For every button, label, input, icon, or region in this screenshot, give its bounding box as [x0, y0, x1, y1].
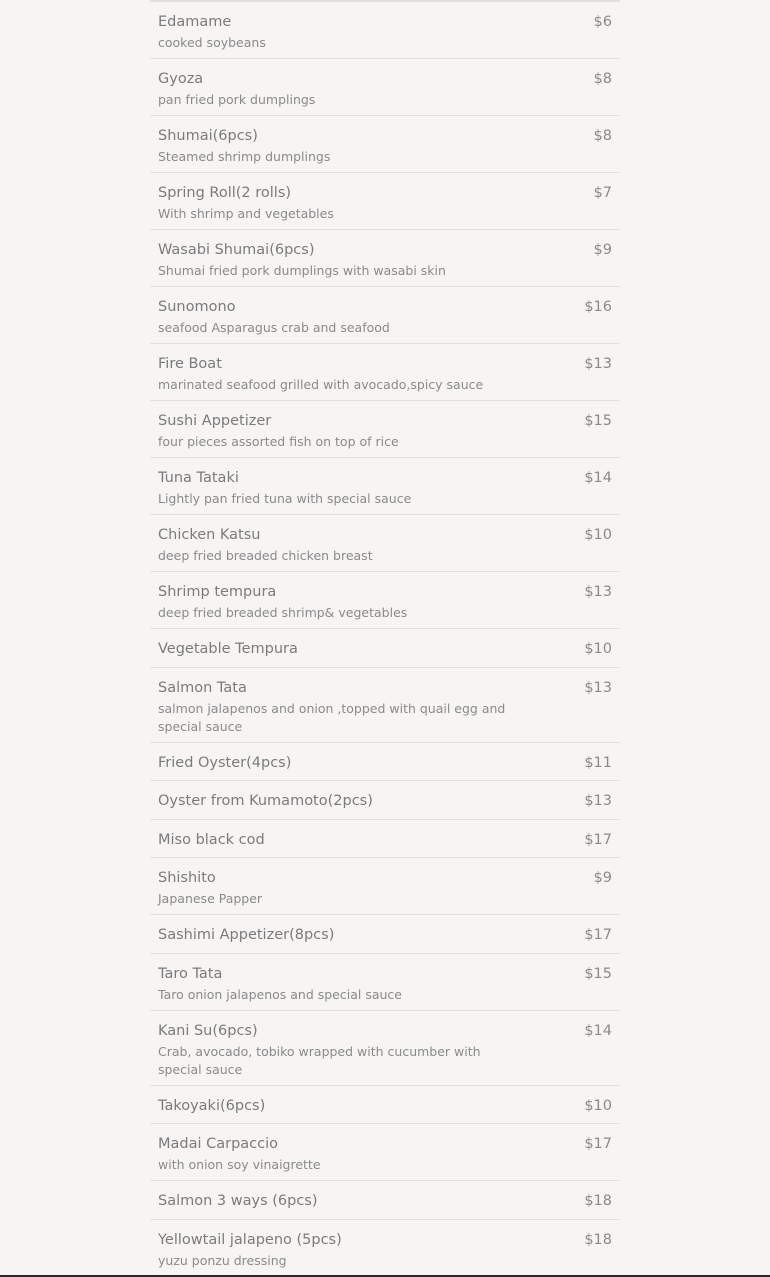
menu-item-price: $18: [584, 1231, 612, 1248]
menu-item: [150, 743, 620, 782]
menu-item: [150, 344, 620, 401]
menu-item-price: $17: [584, 831, 612, 848]
menu-item-price: $15: [584, 413, 612, 429]
menu-item-text: [158, 831, 508, 850]
menu-item-text: [158, 679, 508, 736]
menu-item: [150, 572, 620, 629]
menu-item-text: [158, 127, 508, 166]
menu-item-name: Shrimp tempura: [158, 584, 277, 600]
menu-item-name: Taro Tata: [158, 965, 223, 982]
menu-item-name: Yellowtail jalapeno (5pcs): [158, 1231, 342, 1248]
menu-item-name: Gyoza: [158, 71, 204, 87]
menu-item-price: $6: [593, 14, 612, 30]
menu-item: [150, 401, 620, 458]
menu-item-description: marinated seafood grilled with avocado,spicy sauce: [158, 377, 484, 392]
menu-item-name: Shishito: [158, 870, 216, 886]
menu-item-price: $16: [584, 299, 612, 315]
menu-item-name: Vegetable Tempura: [158, 641, 298, 657]
menu-item-name: Tuna Tataki: [158, 470, 239, 486]
menu-item-description: salmon jalapenos and onion ,topped with quail egg and special sauce: [158, 700, 506, 734]
menu-item-name: Madai Carpaccio: [158, 1136, 279, 1152]
menu-item-description: pan fried pork dumplings: [158, 92, 316, 107]
menu-item-name: Sunomono: [158, 299, 236, 315]
menu-item-text: [158, 1135, 508, 1174]
menu-item: [150, 1220, 620, 1277]
menu-item-name: Oyster from Kumamoto(2pcs): [158, 793, 373, 809]
menu-item-name: Salmon Tata: [158, 679, 247, 696]
menu-item-price: $13: [584, 679, 612, 696]
menu-item-name: Salmon 3 ways (6pcs): [158, 1193, 318, 1209]
menu-item-text: [158, 184, 508, 223]
menu-item-text: [158, 583, 508, 622]
menu-item-price: $10: [584, 641, 612, 657]
menu-item: [150, 915, 620, 954]
menu-item-text: [158, 526, 508, 565]
menu-item-description: Crab, avocado, tobiko wrapped with cucumber with special sauce: [158, 1043, 481, 1077]
menu-item-description: four pieces assorted fish on top of rice: [158, 434, 399, 449]
menu-item-price: $17: [584, 927, 612, 943]
menu-item-price: $7: [593, 185, 612, 201]
menu-item-price: $10: [584, 527, 612, 543]
menu-item-description: Steamed shrimp dumplings: [158, 149, 331, 164]
menu-item: [150, 458, 620, 515]
menu-item: [150, 1124, 620, 1181]
menu-item-text: [158, 1097, 508, 1116]
menu-item-description: deep fried breaded chicken breast: [158, 548, 373, 563]
menu-item: [150, 59, 620, 116]
menu-item-price: $13: [584, 356, 612, 372]
menu-item-description: yuzu ponzu dressing: [158, 1252, 287, 1268]
menu-item: [150, 1181, 620, 1220]
menu-item-price: $10: [584, 1097, 612, 1114]
menu-item: [150, 820, 620, 859]
menu-item-text: [158, 13, 508, 52]
menu-item-name: Edamame: [158, 14, 232, 30]
menu-item: [150, 858, 620, 915]
menu-item-price: $9: [593, 870, 612, 886]
menu-item-name: Spring Roll(2 rolls): [158, 185, 292, 201]
menu-item-name: Shumai(6pcs): [158, 128, 258, 144]
menu-item-description: seafood Asparagus crab and seafood: [158, 320, 390, 335]
menu-item-name: Sashimi Appetizer(8pcs): [158, 927, 335, 943]
menu-item-text: [158, 792, 508, 811]
menu-item: [150, 173, 620, 230]
menu-item-text: [158, 926, 508, 945]
menu-item-description: Japanese Papper: [158, 891, 263, 906]
menu-item: [150, 515, 620, 572]
menu-item-text: [158, 1192, 508, 1211]
menu-item-name: Takoyaki(6pcs): [158, 1097, 266, 1114]
menu-item-name: Wasabi Shumai(6pcs): [158, 242, 315, 258]
menu-item-price: $8: [593, 71, 612, 87]
menu-item-price: $11: [584, 754, 612, 771]
appetizer-menu-list: [150, 0, 620, 1277]
menu-item-text: [158, 869, 508, 908]
menu-item: [150, 287, 620, 344]
menu-item-description: Taro onion jalapenos and special sauce: [158, 986, 402, 1002]
menu-item-name: Fire Boat: [158, 356, 222, 372]
menu-item-text: [158, 965, 508, 1004]
menu-item-text: [158, 355, 508, 394]
menu-item: [150, 629, 620, 668]
menu-item-text: [158, 469, 508, 508]
menu-item-name: Kani Su(6pcs): [158, 1022, 258, 1039]
menu-item-description: With shrimp and vegetables: [158, 206, 334, 221]
menu-item-name: Chicken Katsu: [158, 527, 261, 543]
menu-item-description: Lightly pan fried tuna with special sauce: [158, 491, 412, 506]
menu-item-price: $13: [584, 584, 612, 600]
menu-item-text: [158, 640, 508, 659]
menu-item-price: $14: [584, 470, 612, 486]
menu-item-text: [158, 70, 508, 109]
menu-item-price: $9: [593, 242, 612, 258]
menu-item-description: with onion soy vinaigrette: [158, 1157, 321, 1172]
menu-item-text: [158, 754, 508, 773]
menu-item: [150, 230, 620, 287]
menu-item-description: deep fried breaded shrimp& vegetables: [158, 605, 408, 620]
menu-item-name: Fried Oyster(4pcs): [158, 754, 292, 771]
menu-item-price: $15: [584, 965, 612, 982]
menu-item: [150, 781, 620, 820]
menu-item-price: $8: [593, 128, 612, 144]
menu-item-text: [158, 1231, 508, 1270]
menu-item: [150, 668, 620, 743]
menu-item-name: Miso black cod: [158, 831, 265, 848]
menu-item-text: [158, 298, 508, 337]
menu-item-text: [158, 412, 508, 451]
menu-item-description: Shumai fried pork dumplings with wasabi skin: [158, 263, 446, 278]
menu-item-price: $17: [584, 1136, 612, 1152]
menu-item: [150, 2, 620, 59]
menu-item-text: [158, 241, 508, 280]
menu-item: [150, 1086, 620, 1125]
menu-item-description: cooked soybeans: [158, 35, 266, 50]
menu-item-price: $13: [584, 793, 612, 809]
menu-item: [150, 1011, 620, 1086]
menu-item-text: [158, 1022, 508, 1079]
menu-item-price: $14: [584, 1022, 612, 1039]
menu-item: [150, 954, 620, 1011]
menu-item: [150, 116, 620, 173]
menu-item-name: Sushi Appetizer: [158, 413, 272, 429]
menu-item-price: $18: [584, 1193, 612, 1209]
